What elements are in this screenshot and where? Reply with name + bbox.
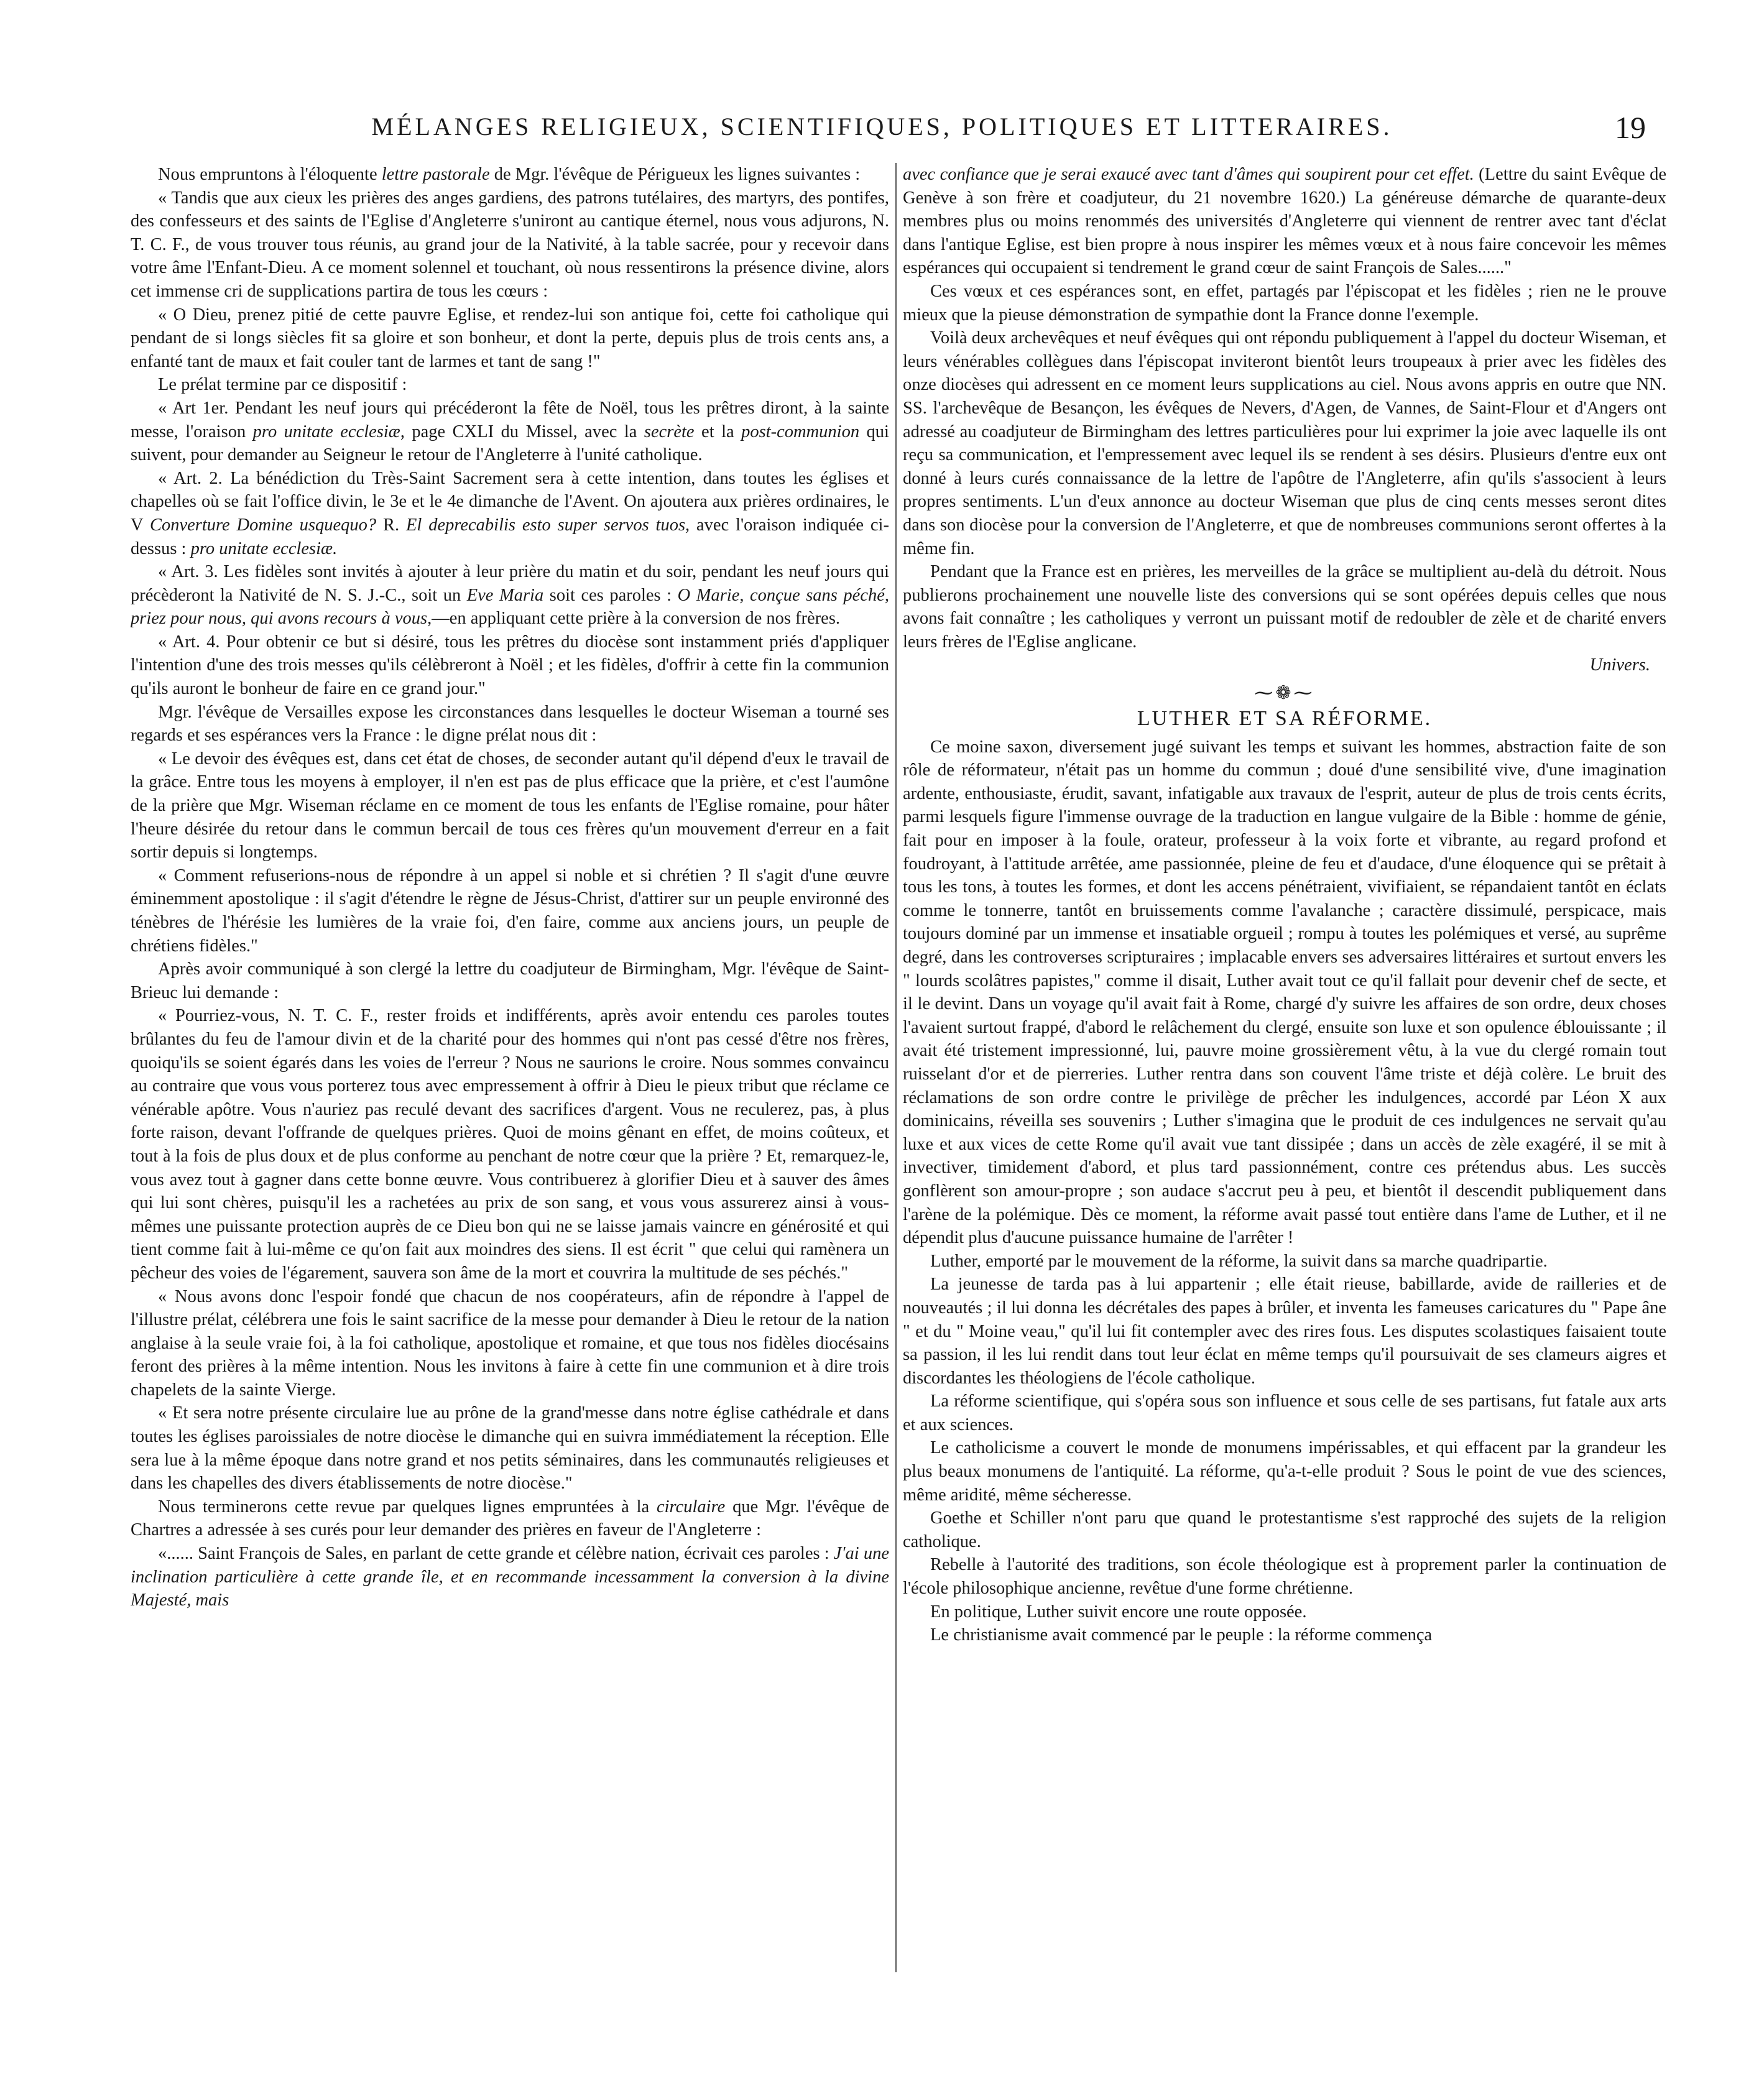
paragraph: Mgr. l'évêque de Versailles expose les circonstances dans lesquelles le docteur Wiseman a tourné ses regards et ses espérances vers la France : le digne prélat nous dit : [131,702,889,746]
paragraph: En politique, Luther suivit encore une route opposée. [930,1602,1307,1622]
paragraph: La jeunesse de tarda pas à lui appartenir ; elle était rieuse, babillarde, avide de railleries et de nouveautés ; il lui donna les décrétales des papes à brûler, et inventa les fameuses caricatures du " Pape âne " et du " Moine veau," qu'il lui fit contempler avec des rires fous. Les disputes scolastiques faisaient toute sa passion, il les lui rendit dans tout leur éclat en même temps qu'il poursuivait de ses clameurs aigres et discordantes les théologiens de l'école catholique. [903,1275,1666,1388]
section-ornament: ⁓❁⁓ [1254,683,1315,704]
paragraph: Ce moine saxon, diversement jugé suivant les temps et suivant les hommes, abstraction faite de son rôle de réformateur, n'était pas un homme du commun ; doué d'une sensibilité vive, d'une imagination ardente, enthousiaste, érudit, savant, infatigable aux travaux de l'esprit, auteur de plus de trois cents écrits, parmi lesquels figure l'immense ouvrage de la traduction en langue vulgaire de la Bible : homme de génie, fait pour en imposer à la foule, orateur, professeur à la voix forte et vibrante, au regard profond et foudroyant, à l'attitude arrêtée, ame passionnée, pleine de feu et d'audace, d'une éloquence qui se prêtait à tous les tons, à toutes les formes, et dont les accens pénétraient, vivifiaient, se répandaient tantôt en éclats comme le tonnerre, tantôt en bruissements comme l'avalanche ; caractère dissimulé, perspicace, mais toujours dominé par un immense et insatiable orgueil ; rompu à toutes les polémiques et versé, au suprême degré, dans les controverses scripturaires ; implacable envers ses adversaires littéraires et surtout envers les " lourds scolâtres papistes," comme il disait, Luther avait tout ce qu'il fallait pour devenir chef de secte, et il le devint. Dans un voyage qu'il avait fait à Rome, chargé d'y suivre les affaires de son ordre, deux choses l'avaient surtout frappé, d'abord le relâchement du clergé, ensuite son luxe et son opulence éblouissante ; il avait été tristement impressionné, lui, pauvre moine grossièrement vêtu, à la vue du clergé romain tout ruisselant d'or et de pierreries. Luther rentra dans son couvent l'âme triste et déjà colère. Le bruit des réclamations de son ordre contre le privilège de prêcher les indulgences, accordé par Léon X aux dominicains, réveilla ses souvenirs ; Luther s'imagina que le produit de ces indulgences ne servait qu'au luxe et aux vices de cette Rome qu'il avait vue tant dissipée ; dans un accès de zèle exagéré, il se mit à invectiver, timidement d'abord, et plus tard passionnément, contre ces prétendus abus. Les succès gonflèrent son amour-propre ; son audace s'accrut peu à peu, et bientôt il descendit publiquement dans l'arène de la polémique. Dès ce moment, la réforme avait passé tout entière dans l'ame de Luther, et il ne dépendit plus d'aucune puissance humaine de l'arrêter ! [903,737,1666,1248]
paragraph: Le prélat termine par ce dispositif : [158,375,407,395]
paragraph: Voilà deux archevêques et neuf évêques qui ont répondu publiquement à l'appel du docteur Wiseman, et leurs vénérables collègues dans l'épiscopat inviteront bientôt leurs troupeaux à prier avec les fidèles des onze diocèses qui adressent en ce moment leurs supplications au ciel. Nous avons appris en outre que NN. SS. l'archevêque de Besançon, les évêques de Nevers, d'Agen, de Vannes, de Saint-Flour et d'Angers ont adressé au coadjuteur de Birmingham des lettres particulières pour lui exprimer la joie avec laquelle ils ont reçu sa communication, et l'empressement avec lequel ils se rendent à ses désirs. Plusieurs d'entre eux ont donné à leurs curés connaissance de la lettre de l'apôtre de l'Angleterre, afin qu'ils s'associent à leurs propres sentiments. L'un d'eux annonce au docteur Wiseman que plus de cinq cents messes seront dites dans son diocèse pour la conversion de l'Angleterre, et que de nombreuses communions seront offertes à la même fin. [903,328,1666,558]
paragraph: Nous empruntons à l'éloquente lettre pastorale de Mgr. l'évêque de Périgueux les lignes suivantes : [158,165,861,184]
paragraph: Le catholicisme a couvert le monde de monumens impérissables, et qui effacent par la grandeur les plus beaux monumens de l'antiquité. La réforme, qu'a-t-elle produit ? Sous le point de vue des sciences, même aridité, même sécheresse. [903,1438,1666,1505]
paragraph: Nous terminerons cette revue par quelques lignes empruntées à la circulaire que Mgr. l'évêque de Chartres a adressée à ses curés pour leur demander des prières en faveur de l'Angleterre : [131,1497,889,1540]
running-title: MÉLANGES RELIGIEUX, SCIENTIFIQUES, POLITIQUES ET LITTERAIRES. [371,113,1393,141]
left-column [131,163,889,2066]
paragraph: Le christianisme avait commencé par le peuple : la réforme commença [930,1625,1433,1645]
paragraph: avec confiance que je serai exaucé avec tant d'âmes qui soupirent pour cet effet. (Lettre du saint Evêque de Genève à son frère et coadjuteur, du 21 novembre 1620.) La généreuse démarche de quarante-deux membres plus ou moins renommés des universités d'Angleterre qui viennent de rentrer avec tant d'éclat dans l'antique Eglise, est bien propre à nous inspirer les mêmes vœux et à nous faire concevoir les mêmes espérances qui occupaient si tendrement le grand cœur de saint François de Sales......" [903,165,1666,278]
column-divider [895,163,897,1972]
page-header [99,109,1665,153]
paragraph: « Le devoir des évêques est, dans cet état de choses, de seconder autant qu'il dépend d'eux le travail de la grâce. Entre tous les moyens à employer, il n'en est pas de plus efficace que la prière, et c'est l'aumône de la prière que Mgr. Wiseman réclame en ce moment de tous les enfants de l'Eglise romaine, pour hâter l'heure désirée du retour dans le commun bercail de tous ces frères qu'un mouvement d'erreur en a fait sortir depuis si longtemps. [131,749,889,862]
paragraph: « Comment refuserions-nous de répondre à un appel si noble et si chrétien ? Il s'agit d'une œuvre éminemment apostolique : il s'agit d'étendre le règne de Jésus-Christ, d'attirer sur un peuple environné des ténèbres de l'hérésie les lumières de la vraie foi, d'en faire, comme aux anciens jours, un peuple de chrétiens fidèles." [131,866,889,956]
paragraph: Goethe et Schiller n'ont paru que quand le protestantisme s'est rapproché des sujets de la religion catholique. [903,1508,1666,1551]
right-column [903,163,1666,2066]
paragraph: « O Dieu, prenez pitié de cette pauvre Eglise, et rendez-lui son antique foi, cette foi catholique qui pendant de si longs siècles fit sa gloire et son bonheur, et dont la perte, depuis plus de trois cents ans, a enfanté tant de maux et fait couler tant de larmes et tant de sang !" [131,305,889,371]
paragraph: La réforme scientifique, qui s'opéra sous son influence et sous celle de ses partisans, fut fatale aux arts et aux sciences. [903,1392,1666,1434]
paragraph: « Art. 2. La bénédiction du Très-Saint Sacrement sera à cette intention, dans toutes les églises et chapelles où se fait l'office divin, le 3e et le 4e dimanche de l'Avent. On ajoutera aux prières ordinaires, le V Converture Domine usquequo? R. El deprecabilis esto super servos tuos, avec l'oraison indiquée ci-dessus : pro unitate ecclesiæ. [131,468,889,558]
paragraph: Rebelle à l'autorité des traditions, son école théologique est à proprement parler la continuation de l'école philosophique ancienne, revêtue d'une forme chrétienne. [903,1555,1666,1599]
paragraph: Ces vœux et ces espérances sont, en effet, partagés par l'épiscopat et les fidèles ; rien ne le prouve mieux que la pieuse démonstration de sympathie dont la France donne l'exemple. [903,281,1666,325]
paragraph: Après avoir communiqué à son clergé la lettre du coadjuteur de Birmingham, Mgr. l'évêque de Saint-Brieuc lui demande : [131,959,889,1002]
paragraph: « Et sera notre présente circulaire lue au prône de la grand'messe dans notre église cathédrale et dans toutes les églises paroissiales de notre diocèse le dimanche qui en suivra immédiatement la réception. Elle sera lue à la même époque dans notre grand et nos petits séminaires, dans les communautés religieuses et dans les chapelles des divers établissements de notre diocèse." [131,1403,889,1494]
source-credit: Univers. [1589,655,1650,675]
paragraph: Pendant que la France est en prières, les merveilles de la grâce se multiplient au-delà du détroit. Nous publierons prochainement une nouvelle liste des conversions qui se sont opérées depuis celles que nous avons fait connaître ; les catholiques y verront un puissant motif de redoubler de zèle et de charité envers leurs frères de l'Eglise anglicane. Univers. [903,560,1666,677]
paragraph: « Pourriez-vous, N. T. C. F., rester froids et indifférents, après avoir entendu ces paroles toutes brûlantes du feu de l'amour divin et de la charité pour des hommes qui n'ont pas cessé d'être nos frères, quoiqu'ils se soient égarés dans les voies de l'erreur ? Nous ne saurions le croire. Nous sommes convaincu au contraire que vous vous porterez tous avec empressement à offrir à Dieu le pieux tribut que réclame ce vénérable apôtre. Vous n'auriez pas reculé devant des sacrifices d'argent. Vous ne reculerez, pas, à plus forte raison, devant l'offrande de quelques prières. Quoi de moins gênant en effet, de moins coûteux, et tout à la fois de plus doux et de plus conforme au penchant de notre cœur que la prière ? Et, remarquez-le, vous avez tout à gagner dans cette bonne œuvre. Vous contribuerez à glorifier Dieu et à sauver des âmes qui lui sont chères, puisqu'il les a rachetées au prix de son sang, et vous vous assurerez ainsi à vous-mêmes une puissante protection auprès de ce Dieu bon qui ne se laisse jamais vaincre en générosité et qui tient comme fait à lui-même ce qu'on fait aux moindres des siens. Il est écrit " que celui qui ramènera un pêcheur des voies de l'égarement, sauvera son âme de la mort et couvrira la multitude de ses péchés." [131,1006,889,1283]
paragraph: «...... Saint François de Sales, en parlant de cette grande et célèbre nation, écrivait ces paroles : J'ai une inclination particulière à cette grande île, et en recommande incessamment la conversion à la divine Majesté, mais [131,1544,889,1610]
section-title: LUTHER ET SA RÉFORME. [1137,707,1433,731]
page-number: 19 [1615,110,1646,145]
paragraph: « Nous avons donc l'espoir fondé que chacun de nos coopérateurs, afin de répondre à l'appel de l'illustre prélat, célébrera une fois le saint sacrifice de la messe pour demander à Dieu le retour de la nation anglaise à la seule vraie foi, à la foi catholique, apostolique et romaine, et que tous nos fidèles diocésains feront des prières à la même intention. Nous les invitons à faire à cette fin une communion et à dire trois chapelets de la sainte Vierge. [131,1286,889,1400]
paragraph: « Art. 3. Les fidèles sont invités à ajouter à leur prière du matin et du soir, pendant les neuf jours qui précèderont la Nativité de N. S. J.-C., soit un Eve Maria soit ces paroles : O Marie, conçue sans péché, priez pour nous, qui avons recours à vous,—en appliquant cette prière à la conversion de nos frères. [131,562,889,629]
paragraph: « Art. 4. Pour obtenir ce but si désiré, tous les prêtres du diocèse sont instamment priés d'appliquer l'intention d'une des trois messes qu'ils célèbreront à Noël ; et les fidèles, d'offrir à cette fin la communion qu'ils auront le bonheur de faire en ce grand jour." [131,632,889,699]
paragraph: « Tandis que aux cieux les prières des anges gardiens, des patrons tutélaires, des martyrs, des pontifes, des confesseurs et des saints de l'Eglise d'Angleterre s'uniront au cantique éternel, nous vous adjurons, N. T. C. F., de vous trouver tous réunis, au grand jour de la Nativité, à la table sacrée, pour y recevoir dans votre âme l'Enfant-Dieu. A ce moment solennel et touchant, où nous ressentirons la présence divine, alors cet immense cri de supplications partira de tous les cœurs : [131,188,889,301]
paragraph: Luther, emporté par le mouvement de la réforme, la suivit dans sa marche quadripartie. [930,1251,1548,1271]
paragraph: « Art 1er. Pendant les neuf jours qui précéderont la fête de Noël, tous les prêtres diront, à la sainte messe, l'oraison pro unitate ecclesiæ, page CXLI du Missel, avec la secrète et la post-communion qui suivent, pour demander au Seigneur le retour de l'Angleterre à l'unité catholique. [131,398,889,465]
